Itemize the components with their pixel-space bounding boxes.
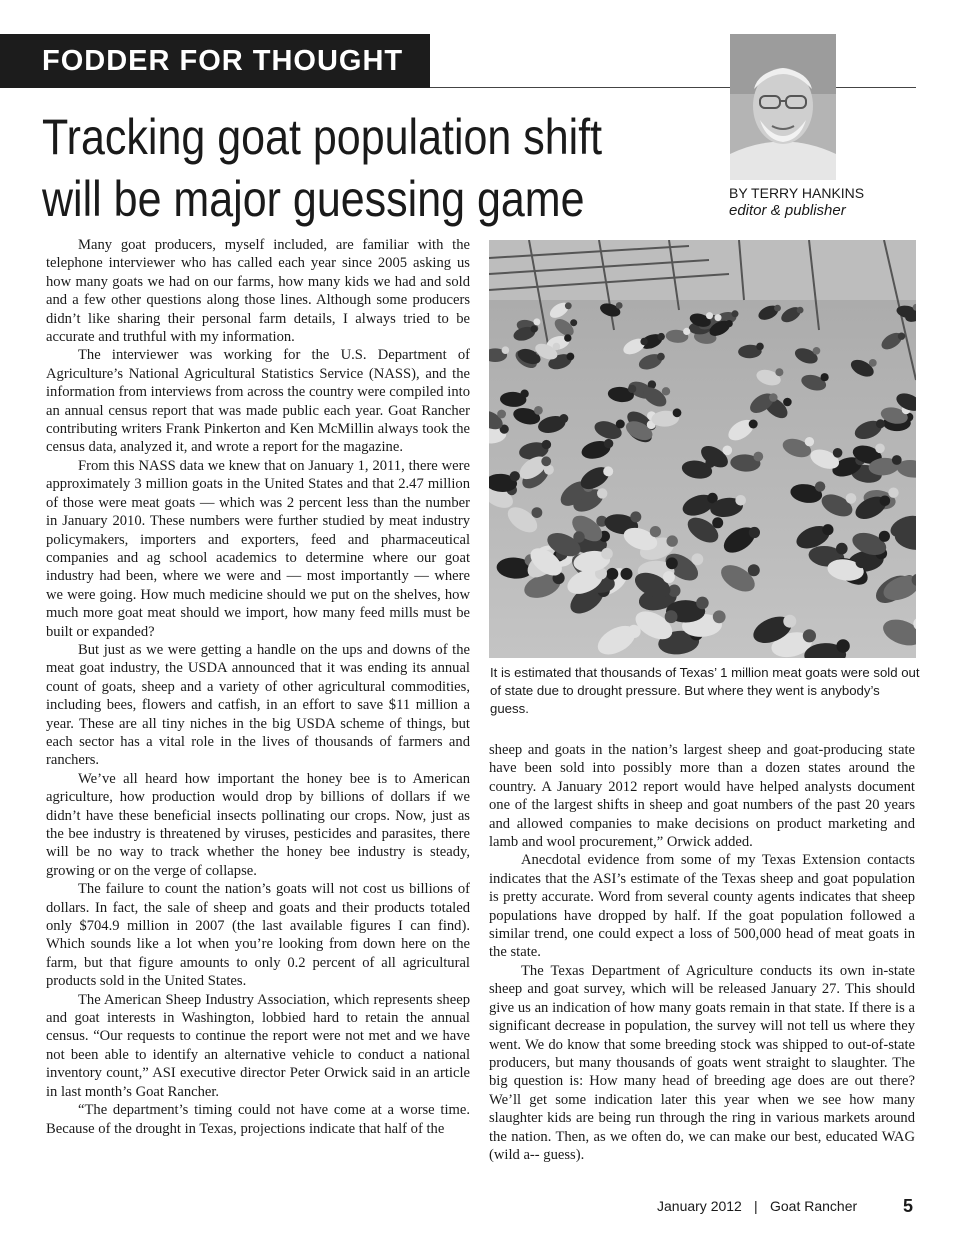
- footer-separator: |: [754, 1198, 758, 1214]
- article-paragraph: We’ve all heard how important the honey bee is to American agriculture, how production would drop by billions of dollars if we didn’t have these beneficial insects pollinating our crops. Now, just as the bee industry is threatened by viruses, pesticides and parasites, there will be no way to track whether the honey bee industry is steady, growing or on the verge of collapse.: [46, 770, 470, 879]
- photo-caption: It is estimated that thousands of Texas’ 1 million meat goats were sold out of state due to drought pressure. But where they went is anybody’s guess.: [490, 665, 920, 716]
- goat-herd-illustration: [489, 240, 916, 658]
- article-paragraph: The American Sheep Industry Association, which represents sheep and goat interests in Washington, lobbied hard to retain the annual census. “Our requests to continue the report were not met and we have not been able to identify an alternative vehicle to conduct a national inventory count,” ASI executive director Peter Orwick said in an article in last month’s Goat Rancher.: [46, 991, 470, 1100]
- article-paragraph: But just as we were getting a handle on the ups and downs of the meat goat industry, the USDA announced that it was ending its annual count of goats, sheep and a variety of other agricultural commodities, including bees, flowers and catfish, in an effort to save $11 million a year. These are all tiny niches in the big USDA scheme of things, but each sector has a vital role in the lives of thousands of farmers and ranchers.: [46, 641, 470, 769]
- section-title: FODDER FOR THOUGHT: [42, 45, 404, 77]
- article-paragraph: sheep and goats in the nation’s largest sheep and goat-producing state have been sold into possibly more than a dozen states around the country. A January 2012 report would have helped analysts document one of the largest shifts in sheep and goat numbers of the past 20 years and allowed companies to make decisions on product marketing and lamb and wool procurement,” Orwick added.: [489, 742, 915, 851]
- article-paragraph: The failure to count the nation’s goats will not cost us billions of dollars. In fact, the sale of sheep and goats and their products totaled only $704.9 million in 2007 (the last available figures I can find). Which sounds like a lot when you’re looking from down here on the farm, but that figure amounts to only 0.2 percent of all agricultural products sold in the United States.: [46, 881, 470, 990]
- article-column-right: [489, 741, 915, 1164]
- byline-author: BY TERRY HANKINS: [729, 185, 865, 201]
- goat-herd-photo: [489, 240, 916, 658]
- headline-line-2: will be major guessing game: [42, 171, 585, 227]
- byline-role: editor & publisher: [729, 202, 846, 219]
- article-column-left: [46, 236, 470, 1138]
- page-number: 5: [903, 1196, 914, 1216]
- footer-publication: Goat Rancher: [770, 1198, 858, 1214]
- headline: [42, 106, 610, 230]
- article-paragraph: From this NASS data we knew that on January 1, 2011, there were approximately 3 million goats in the United States and that 2.47 million of those were meat goats — which was 2 percent less than the number in January 2010. These numbers were further studied by meat industry policymakers, importers and exporters, feed and pharmaceutical companies and ag school academics to determine where our goat industry had been, where we were and — most importantly — where we were going. How much medicine should we put on the shelves, how much more goat meat should we import, how many feed mills must be built or expanded?: [46, 457, 470, 640]
- section-banner: [0, 34, 430, 88]
- article-paragraph: The interviewer was working for the U.S. Department of Agriculture’s National Agricultural Statistics Service (NASS), and the information from interviews from across the country were compiled into an annual census report that was made public each year. Goat Rancher contributing writers Frank Pinkerton and Ken McMillin always took the census data, analyzed it, and wrote a report for the magazine.: [46, 347, 470, 456]
- article-paragraph: The Texas Department of Agriculture conducts its own in-state sheep and goat survey, which will be released January 27. This should give us an indication of how many goats remain in that state. If there is a significant decrease in population, the survey will not tell us where they went. We do know that some breeding stock was shipped to out-of-state producers, but many thousands of goats went straight to slaughter. The big question is: How many head of breeding age does are out there? We’ll get some indication later this year when we see how many slaughter kids are being run through the ring in various markets around the nation. Then, as we often do, we can make our best, educated WAG (wild a-- guess).: [489, 962, 915, 1163]
- article-paragraph: “The department’s timing could not have come at a worse time. Because of the drought in Texas, projections indicate that half of the: [46, 1102, 470, 1137]
- article-paragraph: Anecdotal evidence from some of my Texas Extension contacts indicates that the ASI’s estimate of the Texas sheep and goat population is pretty accurate. Word from several county agents indicates that sheep populations have dropped by half. If the goat population followed a similar trend, one could expect a loss of 500,000 head of meat goats in the state.: [489, 852, 915, 961]
- author-portrait-illustration: [730, 34, 836, 180]
- footer-date: January 2012: [657, 1198, 742, 1214]
- headline-line-1: Tracking goat population shift: [42, 109, 603, 165]
- author-portrait: [730, 34, 836, 180]
- byline: [729, 184, 929, 220]
- header-rule: [430, 87, 916, 88]
- article-paragraph: Many goat producers, myself included, are familiar with the telephone interviewer who has called each year since 2005 asking us how many goats we had on our farms, how many kids we had and sold and a few other questions along those lines. Although some producers didn’t like sharing their personal farm details, I always tried to be accurate and truthful with my information.: [46, 237, 470, 346]
